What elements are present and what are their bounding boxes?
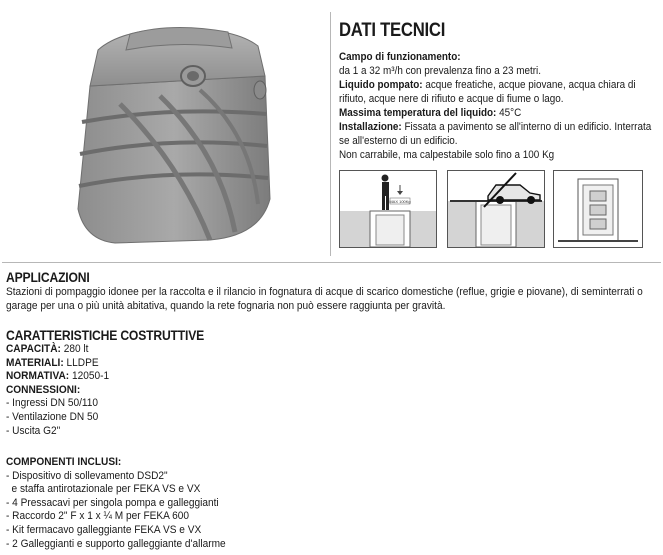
- componenti-title-text: COMPONENTI INCLUSI:: [6, 456, 122, 468]
- applicazioni-section: [6, 270, 663, 313]
- list-item: - Kit fermacavo galleggiante FEKA VS e VX: [6, 523, 202, 536]
- list-item: - Ventilazione DN 50: [6, 410, 99, 423]
- product-image: [60, 14, 290, 254]
- dati-tecnici-title: DATI TECNICI: [339, 20, 446, 41]
- diagram-pedestrian: [339, 170, 437, 248]
- connessioni-label: [6, 384, 613, 398]
- normativa-label: NORMATIVA:: [6, 370, 70, 383]
- liquido-pompato: [339, 78, 656, 106]
- liquido-label: Liquido pompato:: [339, 79, 423, 91]
- campo-funzionamento: [339, 50, 656, 78]
- temp-value: 45°C: [499, 107, 522, 119]
- dati-tecnici-section: [339, 20, 659, 162]
- applicazioni-title: APPLICAZIONI: [6, 270, 90, 285]
- capacita-label: CAPACITÀ:: [6, 343, 61, 355]
- temp-label: Massima temperatura del liquido:: [339, 107, 497, 119]
- list-item: - 2 Galleggianti e supporto galleggiante d'allarme: [6, 537, 226, 550]
- materiali-value: LLDPE: [66, 356, 99, 369]
- installazione-label: Installazione:: [339, 121, 402, 133]
- materiali-label: MATERIALI:: [6, 356, 64, 369]
- connessioni-title: CONNESSIONI:: [6, 383, 81, 396]
- installazione: [339, 120, 656, 148]
- diagram-indoor: [553, 170, 643, 248]
- normativa-row: [6, 370, 613, 384]
- componenti-section: [6, 456, 663, 551]
- list-item: - 4 Pressacavi per singola pompa e galleggianti: [6, 496, 219, 509]
- caratteristiche-title: CARATTERISTICHE COSTRUTTIVE: [6, 328, 205, 343]
- temperatura: [339, 106, 656, 120]
- normativa-value: 12050-1: [71, 370, 110, 383]
- materiali-row: [6, 357, 613, 371]
- diagram-no-vehicles: [447, 170, 545, 248]
- caratteristiche-section: [6, 328, 663, 438]
- vertical-divider: [330, 12, 331, 256]
- liquido-value: acque freatiche, acque piovane, acqua chiara di rifiuto, acque nere di rifiuto e acque di fiume o lago.: [339, 79, 636, 105]
- list-item: - Uscita G2": [6, 424, 61, 437]
- list-item: - Ingressi DN 50/110: [6, 397, 99, 410]
- list-item: - Dispositivo di sollevamento DSD2": [6, 469, 168, 482]
- capacita-row: [6, 343, 613, 357]
- applicazioni-text: Stazioni di pompaggio idonee per la raccolta e il rilancio in fognatura di acque di scarico domestiche (reflue, grigie e piovane), di seminterrati o garage per una o più unità abitativa, quando la rete fognaria non può essere raggiunta per gravità.: [6, 286, 643, 312]
- max-weight-label: MAX 100Kg: [389, 199, 411, 204]
- campo-label: Campo di funzionamento:: [339, 51, 461, 63]
- list-item: - Raccordo 2" F x 1 x ¼ M per FEKA 600: [6, 510, 190, 523]
- horizontal-divider: [2, 262, 661, 263]
- installazione-value: Fissata a pavimento se all'interno di un edificio. Interrata se all'esterno di un edificio.: [339, 121, 652, 147]
- list-item: e staffa antirotazionale per FEKA VS e VX: [11, 483, 201, 496]
- carrabile-note: Non carrabile, ma calpestabile solo fino a 100 Kg: [339, 149, 555, 161]
- campo-value: da 1 a 32 m³/h con prevalenza fino a 23 metri.: [339, 65, 541, 77]
- installation-diagrams: [339, 170, 657, 248]
- capacita-value: 280 lt: [63, 343, 89, 355]
- componenti-title: [6, 456, 613, 470]
